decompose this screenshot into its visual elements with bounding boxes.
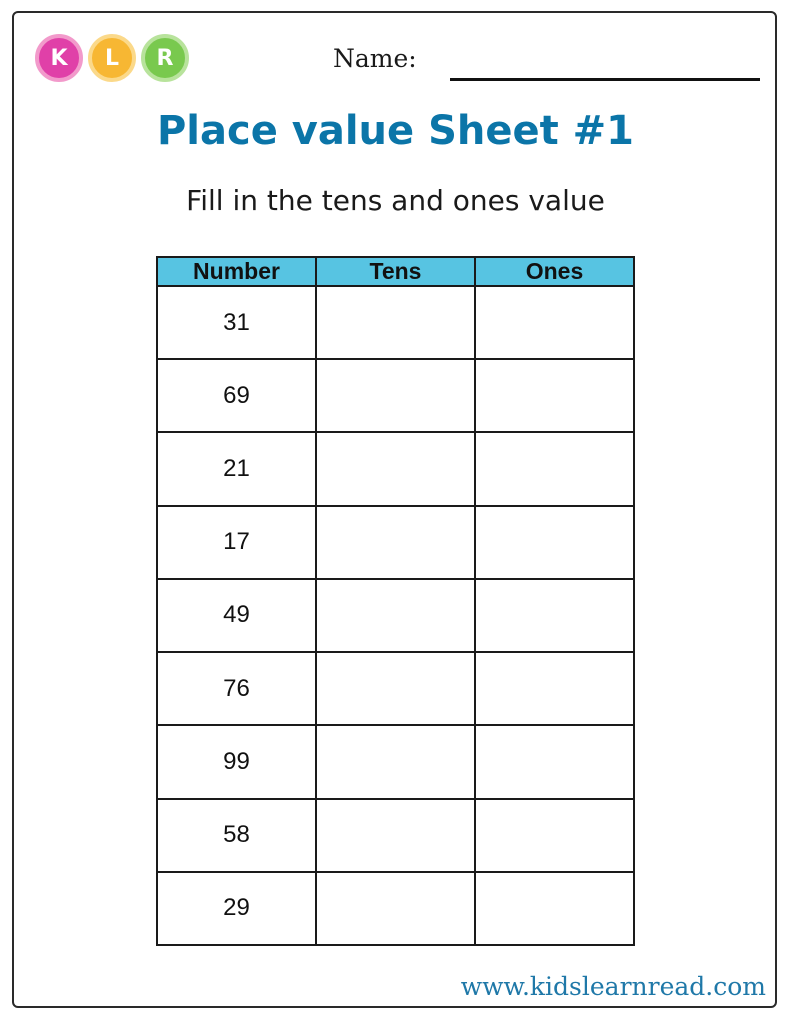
number-cell: 58 — [157, 799, 316, 872]
column-header-tens: Tens — [316, 257, 475, 286]
tens-answer-cell — [316, 506, 475, 579]
tens-answer-cell — [316, 799, 475, 872]
tens-answer-cell — [316, 286, 475, 359]
table-row — [157, 286, 634, 359]
ones-answer-cell — [475, 579, 634, 652]
number-cell: 17 — [157, 506, 316, 579]
table-row — [157, 359, 634, 432]
page-title: Place value Sheet #1 — [156, 108, 635, 154]
tens-answer-cell — [316, 579, 475, 652]
ones-answer-cell — [475, 652, 634, 725]
number-cell: 69 — [157, 359, 316, 432]
website-url: www.kidslearnread.com — [460, 972, 766, 1001]
number-cell: 76 — [157, 652, 316, 725]
table-header-row — [157, 257, 634, 286]
table-row — [157, 872, 634, 945]
tens-answer-cell — [316, 432, 475, 505]
ones-answer-cell — [475, 286, 634, 359]
place-value-table — [156, 256, 635, 946]
tens-answer-cell — [316, 725, 475, 798]
ones-answer-cell — [475, 432, 634, 505]
column-header-ones: Ones — [475, 257, 634, 286]
ones-answer-cell — [475, 799, 634, 872]
number-cell: 31 — [157, 286, 316, 359]
column-header-number: Number — [157, 257, 316, 286]
tens-answer-cell — [316, 872, 475, 945]
ones-answer-cell — [475, 506, 634, 579]
table-row — [157, 725, 634, 798]
instructions: Fill in the tens and ones value — [186, 184, 605, 217]
number-cell: 29 — [157, 872, 316, 945]
table-row — [157, 652, 634, 725]
name-label: Name: — [333, 44, 417, 73]
number-cell: 21 — [157, 432, 316, 505]
logo-letter-l: L — [88, 34, 136, 82]
name-write-line — [450, 78, 760, 81]
table-row — [157, 799, 634, 872]
number-cell: 49 — [157, 579, 316, 652]
ones-answer-cell — [475, 725, 634, 798]
tens-answer-cell — [316, 652, 475, 725]
table-row — [157, 432, 634, 505]
table-row — [157, 506, 634, 579]
ones-answer-cell — [475, 872, 634, 945]
number-cell: 99 — [157, 725, 316, 798]
logo-letter-k: K — [35, 34, 83, 82]
logo-letter-r: R — [141, 34, 189, 82]
ones-answer-cell — [475, 359, 634, 432]
tens-answer-cell — [316, 359, 475, 432]
table-row — [157, 579, 634, 652]
